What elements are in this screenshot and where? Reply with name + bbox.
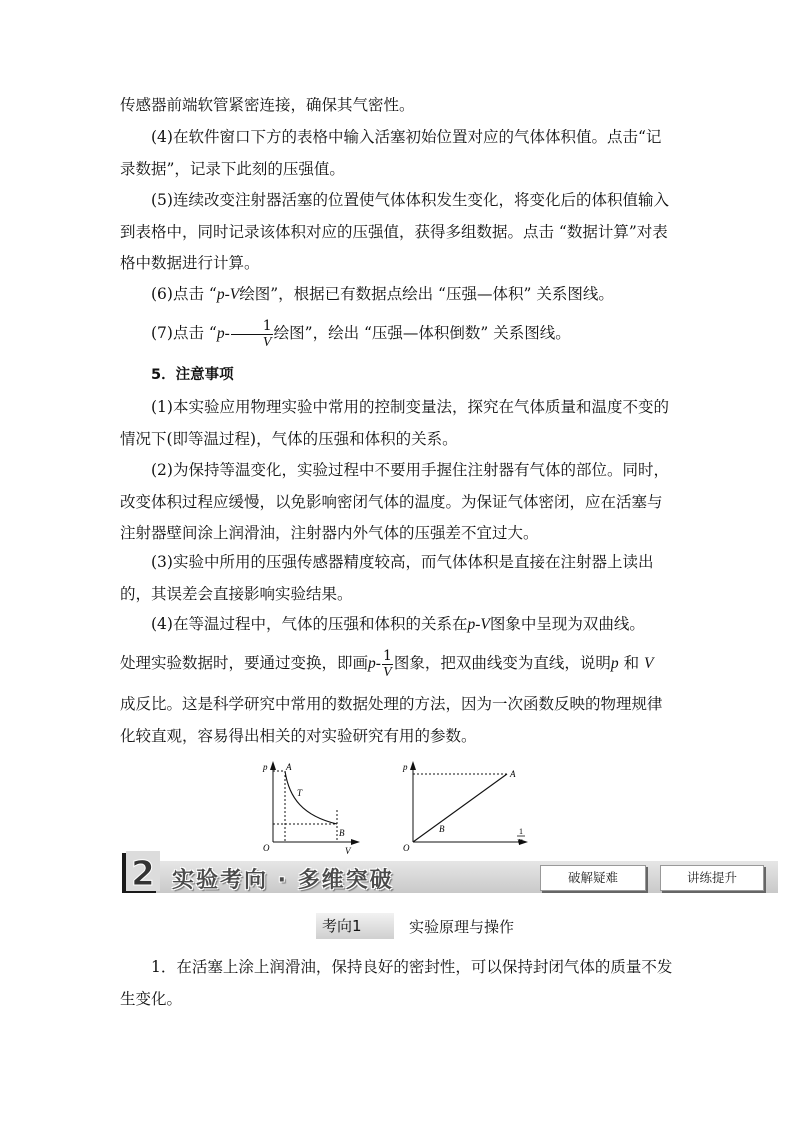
precaution-4-line-3: 成反比。这是科学研究中常用的数据处理的方法，因为一次函数反映的物理规律化较直观，容易得出相关的对实验研究有用的参数。 — [120, 695, 663, 745]
one-over-v-fraction — [231, 319, 273, 350]
p-symbol: p- — [216, 325, 230, 342]
p9-b-text-mid: 图象，把双曲线变为直线，说明 — [393, 654, 611, 672]
one-over-v-fraction — [382, 649, 393, 680]
step-4-paragraph: (4)在软件窗口下方的表格中输入活塞初始位置对应的气体体积值。点击“记录数据”，记录下此刻的压强值。 — [120, 128, 662, 178]
precaution-2: (2)为保持等温变化，实验过程中不要用手握住注射器有气体的部位。同时，改变体积过程应缓慢，以免影响密闭气体的温度。为保证气体密闭，应在活塞与注射器壁间涂上润滑油，注射器内外气体的压强差不宜过大。 — [120, 461, 669, 542]
banner-title: 实验考向 · 多维突破 — [172, 868, 394, 893]
pv-symbol: p-V — [216, 286, 240, 303]
point-b-label: B — [439, 824, 445, 834]
point-a-label: A — [286, 762, 292, 772]
y-axis-arrow — [270, 761, 276, 770]
heading-tag: 考向1 — [316, 913, 394, 939]
section-number-badge — [122, 851, 160, 895]
and-word: 和 — [623, 654, 640, 672]
step-7-paragraph — [120, 318, 676, 350]
p9-text-end: 图象中呈现为双曲线。 — [489, 615, 645, 633]
fraction-denominator: V — [383, 664, 392, 680]
precaution-1: (1)本实验应用物理实验中常用的控制变量法，探究在气体质量和温度不变的情况下(即等温过程)，气体的压强和体积的关系。 — [120, 398, 669, 448]
fraction-numerator: 1 — [231, 319, 273, 335]
p-symbol: p — [610, 655, 619, 672]
fraction-denominator: V — [262, 334, 272, 350]
origin-label: O — [403, 843, 410, 853]
curve-label: T — [297, 788, 303, 798]
item-1-paragraph: 1．在活塞上涂上润滑油，保持良好的密封性，可以保持封闭气体的质量不发生变化。 — [120, 958, 673, 1008]
button-difficulty[interactable]: 破解疑难 — [540, 865, 646, 891]
section-number: 2 — [131, 854, 155, 894]
point-b-label: B — [339, 828, 345, 838]
paragraph-continuation: 传感器前端软管紧密连接，确保其气密性。 — [120, 96, 415, 114]
origin-label: O — [263, 843, 270, 853]
precaution-4-line-2 — [120, 648, 676, 680]
p-inverse-v-figure — [395, 758, 535, 854]
step-5-paragraph: (5)连续改变注射器活塞的位置使气体体积发生变化，将变化后的体积值输入到表格中，同时记录该体积对应的压强值，获得多组数据。点击 “数据计算”对表格中数据进行计算。 — [120, 191, 669, 272]
point-a-label: A — [510, 769, 516, 779]
x-axis-denominator: V — [517, 838, 522, 847]
step-7-text-end: 绘图”，绘出 “压强—体积倒数” 关系图线。 — [273, 324, 571, 342]
step-6-paragraph — [120, 279, 676, 311]
pv-symbol: p-V — [467, 616, 490, 633]
y-axis-label: p — [403, 762, 408, 772]
step-6-text-end: 绘图”，根据已有数据点绘出 “压强—体积” 关系图线。 — [239, 285, 614, 303]
x-axis-label: V — [345, 846, 351, 854]
p-symbol: p- — [368, 655, 381, 672]
p9-text: (4)在等温过程中，气体的压强和体积的关系在 — [151, 615, 468, 633]
x-axis-arrow — [351, 839, 360, 845]
y-axis-arrow — [410, 761, 416, 770]
fraction-numerator: 1 — [382, 647, 392, 664]
y-axis-label: p — [263, 762, 268, 772]
x-axis-numerator: 1 — [519, 827, 523, 836]
heading-text: 实验原理与操作 — [409, 918, 515, 936]
button-practice[interactable]: 讲练提升 — [660, 865, 764, 891]
precaution-4-line-1 — [120, 609, 676, 641]
hyperbola-curve — [285, 771, 337, 824]
step-6-text: (6)点击 “ — [151, 285, 217, 303]
v-symbol: V — [644, 655, 654, 672]
section-banner — [120, 851, 778, 897]
proportional-line — [413, 774, 507, 842]
p9-b-text: 处理实验数据时，要通过变换，即画 — [120, 654, 369, 672]
precaution-3: (3)实验中所用的压强传感器精度较高，而气体体积是直接在注射器上读出的，其误差会直接影响实验结果。 — [120, 553, 654, 603]
section-heading-precautions: 5．注意事项 — [151, 367, 234, 383]
pv-isotherm-figure — [255, 758, 365, 854]
step-7-text: (7)点击 “ — [151, 324, 217, 342]
